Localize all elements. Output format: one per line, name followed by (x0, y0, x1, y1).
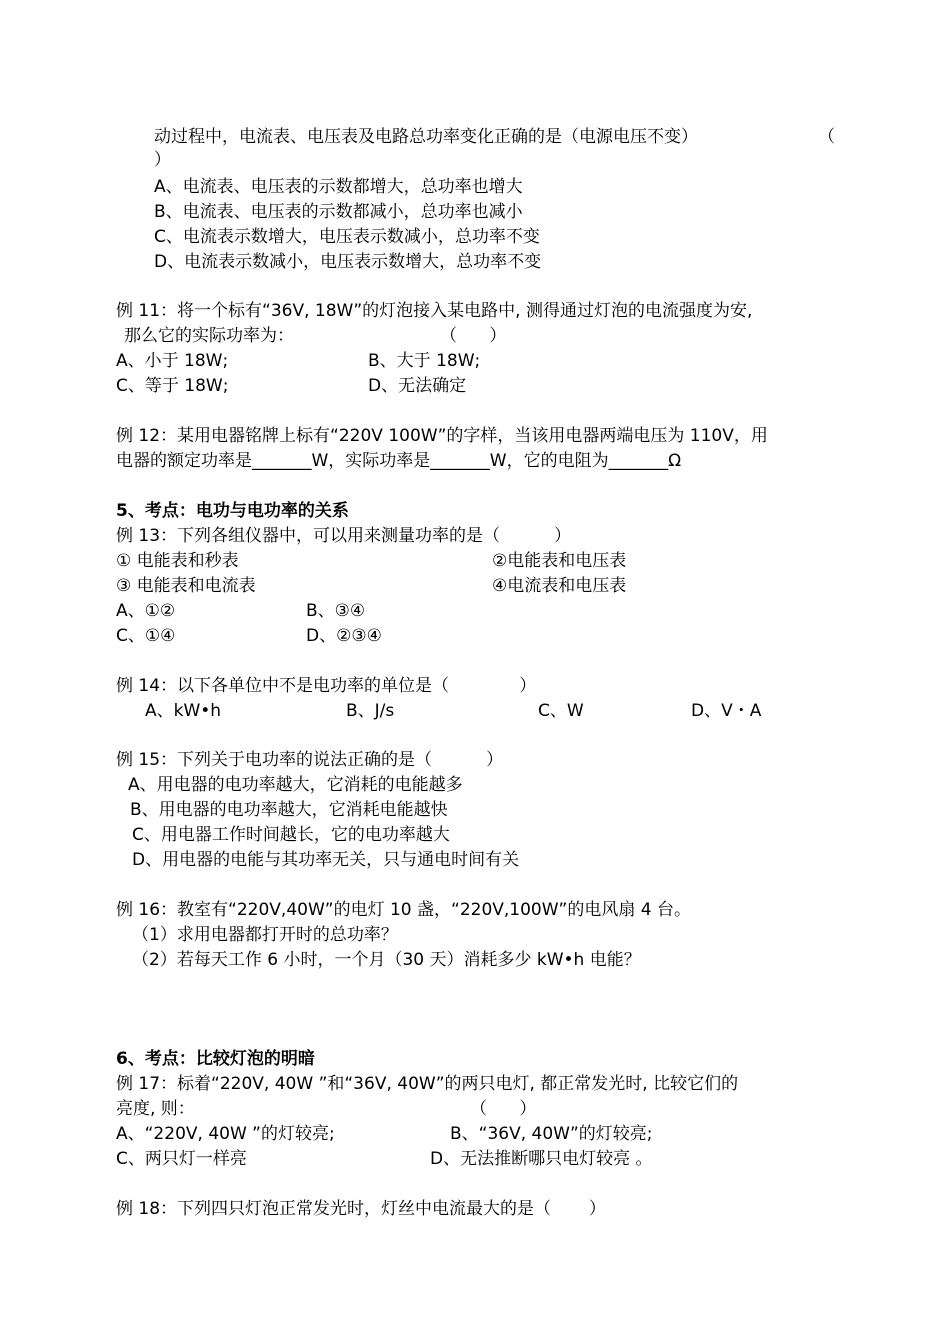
q11-stem-line2: 那么它的实际功率为： (124, 326, 294, 346)
q17-stem-line2: 亮度, 则： (116, 1099, 195, 1119)
q14-stem: 例 14：以下各单位中不是电功率的单位是（ ） (116, 676, 537, 696)
q11-stem-line1: 例 11：将一个标有“36V, 18W”的灯泡接入某电路中, 测得通过灯泡的电流强度为安, (116, 301, 753, 321)
q16-sub-1: （1）求用电器都打开时的总功率？ (132, 925, 398, 945)
q13-item-4: ④电流表和电压表 (492, 576, 627, 596)
q17-option-b: B、“36V, 40W”的灯较亮; (450, 1124, 653, 1144)
q14-option-b: B、J/s (346, 701, 395, 721)
section-5-heading: 5、考点：电功与电功率的关系 (116, 501, 349, 521)
q10-option-b: B、电流表、电压表的示数都减小，总功率也减小 (154, 202, 523, 222)
q11-option-d: D、无法确定 (368, 376, 467, 396)
q13-option-b: B、③④ (306, 601, 366, 621)
q15-option-b: B、用电器的电功率越大，它消耗电能越快 (130, 800, 448, 820)
q16-sub-2: （2）若每天工作 6 小时，一个月（30 天）消耗多少 kW•h 电能？ (132, 950, 641, 970)
q10-option-c: C、电流表示数增大，电压表示数减小，总功率不变 (154, 227, 540, 247)
q17-option-a: A、“220V, 40W ”的灯较亮; (116, 1124, 335, 1144)
q10-option-a: A、电流表、电压表的示数都增大，总功率也增大 (154, 177, 523, 197)
q18-stem: 例 18：下列四只灯泡正常发光时，灯丝中电流最大的是（ ） (116, 1199, 606, 1219)
q13-option-c: C、①④ (116, 626, 176, 646)
q14-option-c: C、W (538, 701, 584, 721)
q13-option-d: D、②③④ (306, 626, 382, 646)
q11-answer-paren: （ ） (440, 326, 507, 346)
q13-item-3: ③ 电能表和电流表 (116, 576, 256, 596)
q10-option-d: D、电流表示数减小，电压表示数增大，总功率不变 (154, 252, 542, 272)
q11-option-b: B、大于 18W; (368, 351, 481, 371)
q13-item-1: ① 电能表和秒表 (116, 551, 239, 571)
q17-answer-paren: （ ） (470, 1099, 537, 1119)
section-6-heading: 6、考点：比较灯泡的明暗 (116, 1049, 315, 1069)
q11-option-c: C、等于 18W; (116, 376, 229, 396)
q14-option-a: A、kW•h (145, 701, 222, 721)
q17-option-d: D、无法推断哪只电灯较亮 。 (430, 1149, 653, 1169)
q13-stem: 例 13：下列各组仪器中，可以用来测量功率的是（ ） (116, 526, 572, 546)
q15-option-c: C、用电器工作时间越长，它的电功率越大 (132, 825, 450, 845)
q14-option-d: D、V・A (691, 701, 762, 721)
q15-option-d: D、用电器的电能与其功率无关，只与通电时间有关 (132, 850, 520, 870)
q10-paren-open: （ (818, 127, 835, 147)
q16-stem: 例 16：教室有“220V,40W”的电灯 10 盏，“220V,100W”的电风扇 4 台。 (116, 900, 691, 920)
q10-stem-continuation: 动过程中，电流表、电压表及电路总功率变化正确的是（电源电压不变） (154, 127, 698, 147)
q12-stem-line2: 电器的额定功率是_______W，实际功率是_______W，它的电阻为_______Ω (116, 451, 682, 471)
q13-option-a: A、①② (116, 601, 176, 621)
q11-option-a: A、小于 18W; (116, 351, 229, 371)
q13-item-2: ②电能表和电压表 (492, 551, 627, 571)
q17-stem-line1: 例 17：标着“220V, 40W ”和“36V, 40W”的两只电灯, 都正常发光时, 比较它们的 (116, 1074, 739, 1094)
q17-option-c: C、两只灯一样亮 (116, 1149, 247, 1169)
q15-stem: 例 15：下列关于电功率的说法正确的是（ ） (116, 750, 504, 770)
q12-stem-line1: 例 12：某用电器铭牌上标有“220V 100W”的字样，当该用电器两端电压为 110V，用 (116, 426, 768, 446)
q10-paren-close: ） (154, 150, 171, 170)
q15-option-a: A、用电器的电功率越大，它消耗的电能越多 (128, 775, 463, 795)
